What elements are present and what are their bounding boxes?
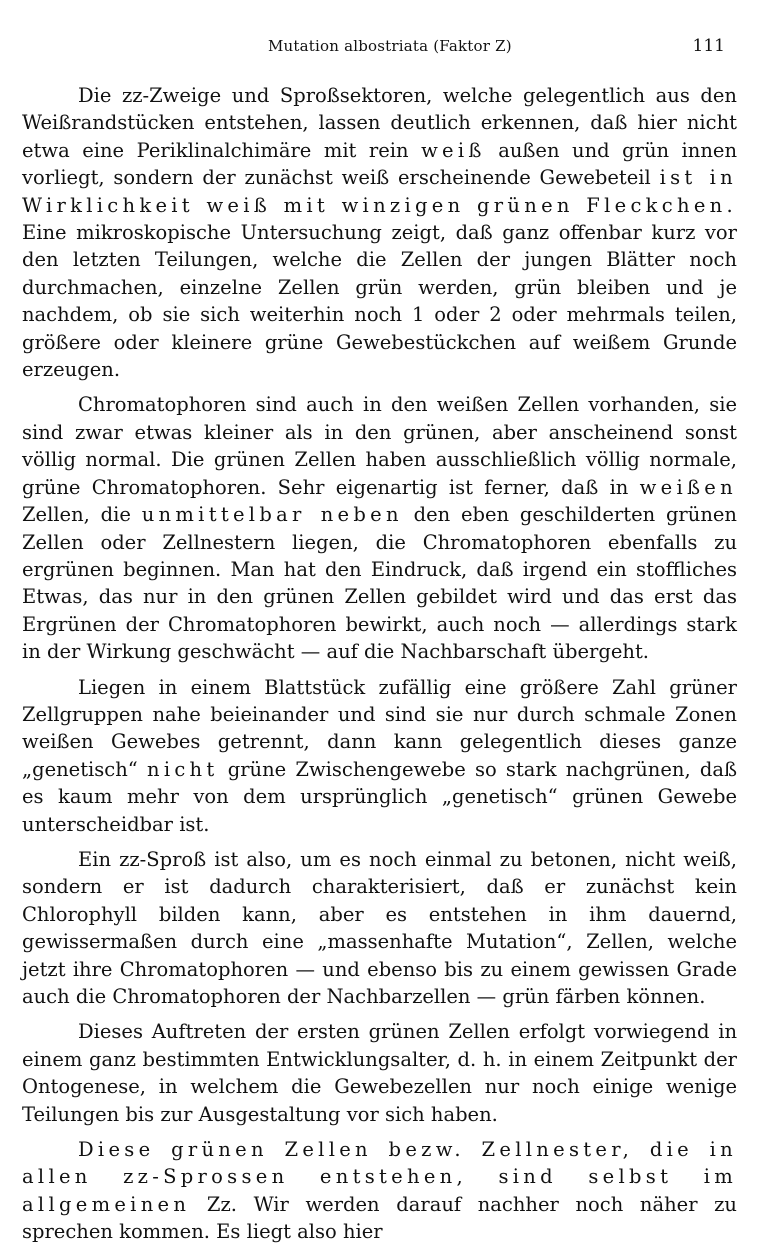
paragraph-text: Liegen in einem Blattstück zufällig eine größere Zahl grüner Zellgruppen nahe beieinander und sind sie nur durch schmale Zonen weißen Gewebes getrennt, dann kann gelegentlich dieses ganze „genetisch“ [22, 675, 737, 781]
paragraph-text: den eben geschilderten grünen Zellen oder Zellnestern liegen, die Chromatophoren ebenfalls zu ergrünen beginnen. Man hat den Eindruck, daß irgend ein stoffliches Etwas, das nur in den grünen Zellen gebildet wird und das erst das Ergrünen der Chromatophoren bewirkt, auch noch — allerdings stark in der Wirkung geschwächt — auf die Nachbarschaft übergeht. [22, 503, 737, 664]
paragraph-text: Ein zz-Sproß ist also, um es noch einmal zu betonen, nicht weiß, sondern er ist dadurch charakterisiert, daß er zunächst kein Chlorophyll bilden kann, aber es entstehen in ihm dauernd, gewissermaßen durch eine „massenhafte Mutation“, Zellen, welche jetzt ihre Chromatophoren — und ebenso bis zu einem gewissen Grade auch die Chromatophoren der Nachbarzellen — grün färben können. [22, 847, 737, 1008]
paragraph-text: Chromatophoren sind auch in den weißen Zellen vorhanden, sie sind zwar etwas kleiner als in den grünen, aber anscheinend sonst völlig normal. Die grünen Zellen haben ausschließlich völlig normale, grüne Chromatophoren. Sehr eigenartig ist ferner, daß in [22, 393, 737, 499]
paragraph-text: Die zz-Zweige und Sproßsektoren, welche gelegentlich aus den Weißrandstücken entstehen, lassen deutlich erkennen, daß hier nicht etwa eine Periklinalchimäre mit rein [22, 84, 737, 162]
spaced-emphasis-text: ist in Wirklichkeit weiß mit winzigen grünen Fleckchen. [22, 166, 737, 217]
spaced-emphasis-text: unmittelbar neben [141, 503, 403, 527]
paragraph [22, 846, 737, 1010]
paragraph [22, 391, 737, 665]
paragraph-text: Eine mikroskopische Untersuchung zeigt, daß ganz offenbar kurz vor den letzten Teilungen, welche die Zellen der jungen Blätter noch durchmachen, einzelne Zellen grün werden, grün bleiben und je nachdem, ob sie sich weiterhin noch 1 oder 2 oder mehrmals teilen, größere oder kleinere grüne Gewebestückchen auf weißem Grunde erzeugen. [22, 221, 737, 382]
spaced-emphasis-text: nicht [146, 757, 219, 781]
paragraph [22, 82, 737, 383]
page-number: 111 [692, 36, 725, 56]
running-title: Mutation albostriata (Faktor Z) [268, 37, 512, 55]
body-text [22, 82, 737, 1246]
paragraph [22, 1136, 737, 1246]
spaced-emphasis-text: weiß [421, 138, 486, 162]
paragraph-text: Zz. Wir werden darauf nachher noch näher zu sprechen kommen. Es liegt also hier [22, 1192, 737, 1244]
running-head [22, 34, 737, 64]
spaced-emphasis-text: weißen [639, 475, 737, 499]
spaced-emphasis-text: Diese grünen Zellen bezw. Zellnester, die in allen zz-Sprossen entstehen, sind selbst im allgemeinen [22, 1138, 737, 1216]
paragraph-text: außen und grün innen vorliegt, sondern der zunächst weiß erscheinende Gewebeteil [22, 138, 738, 190]
paragraph-text: grüne Zwischengewebe so stark nachgrünen, daß es kaum mehr von dem ursprünglich „genetisch“ grünen Gewebe unterscheidbar ist. [22, 757, 737, 836]
paragraph [22, 674, 737, 838]
paragraph [22, 1018, 737, 1128]
paragraph-text: Zellen, die [22, 503, 142, 527]
paragraph-text: Dieses Auftreten der ersten grünen Zellen erfolgt vorwiegend in einem ganz bestimmten Entwicklungsalter, d. h. in einem Zeitpunkt der Ontogenese, in welchem die Gewebezellen nur noch einige wenige Teilungen bis zur Ausgestaltung vor sich haben. [22, 1020, 737, 1126]
